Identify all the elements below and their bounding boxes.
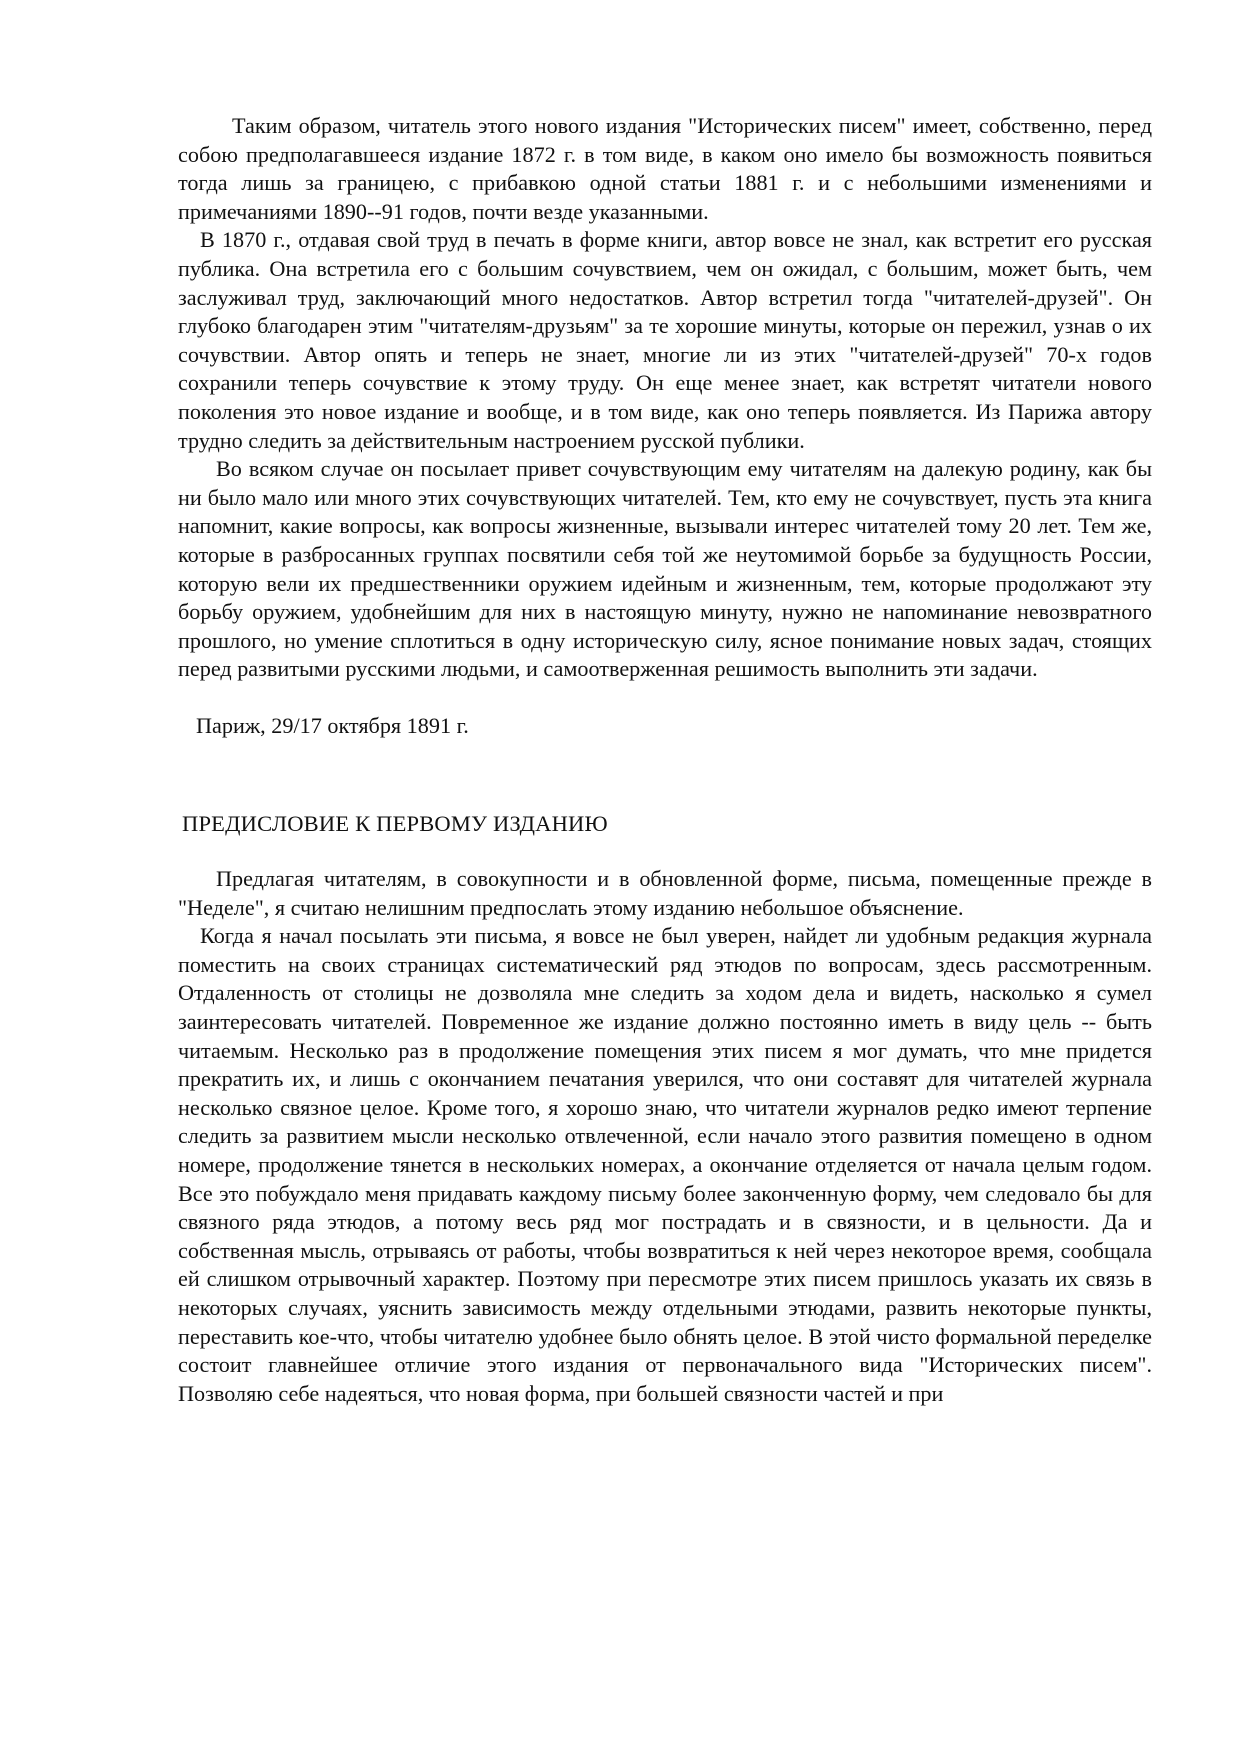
paragraph-greeting: Во всяком случае он посылает привет сочувствующим ему читателям на далекую родину, как бы ни было мало или много этих сочувствующих читателей. Тем, кто ему не сочувствует, пусть эта книга напомнит, какие вопросы, как вопросы жизненные, вызывали интерес читателей тому 20 лет. Тем же, которые в разбросанных группах посвятили себя той же неутомимой борьбе за будущность России, которую вели их предшественники оружием идейным и жизненным, тем, которые продолжают эту борьбу оружием, удобнейшим для них в настоящую минуту, нужно не напоминание невозвратного прошлого, но умение сплотиться в одну историческую силу, ясное понимание новых задач, стоящих перед развитыми русскими людьми, и самоотверженная решимость выполнить эти задачи. <box>178 456 1152 682</box>
paragraph-1870: В 1870 г., отдавая свой труд в печать в форме книги, автор вовсе не знал, как встретит его русская публика. Она встретила его с большим сочувствием, чем он ожидал, с большим, может быть, чем заслуживал труд, заключающий много недостатков. Автор встретил тогда "читателей-друзей". Он глубоко благодарен этим "читателям-друзьям" за те хорошие минуты, которые он пережил, узнав о их сочувствии. Автор опять и теперь не знает, многие ли из этих "читателей-друзей" 70-х годов сохранили теперь сочувствие к этому труду. Он еще менее знает, как встретят читатели нового поколения это новое издание и вообще, и в том виде, как оно теперь появляется. Из Парижа автору трудно следить за действительным настроением русской публики. <box>178 227 1152 453</box>
section-heading: ПРЕДИСЛОВИЕ К ПЕРВОМУ ИЗДАНИЮ <box>182 811 608 837</box>
date-signature: Париж, 29/17 октября 1891 г. <box>196 712 469 738</box>
paragraph-preface-intro: Предлагая читателям, в совокупности и в обновленной форме, письма, помещенные прежде в "Неделе", я считаю нелишним предпослать этому изданию небольшое объяснение. <box>178 866 1152 920</box>
document-page <box>178 112 1152 1408</box>
paragraph-intro: Таким образом, читатель этого нового издания "Исторических писем" имеет, собственно, перед собою предполагавшееся издание 1872 г. в том виде, в каком оно имело бы возможность появиться тогда лишь за границею, с прибавкою одной статьи 1881 г. и с небольшими изменениями и примечаниями 1890--91 годов, почти везде указанными. <box>178 113 1152 224</box>
paragraph-preface-body: Когда я начал посылать эти письма, я вовсе не был уверен, найдет ли удобным редакция журнала поместить на своих страницах систематический ряд этюдов по вопросам, здесь рассмотренным. Отдаленность от столицы не дозволяла мне следить за ходом дела и видеть, насколько я сумел заинтересовать читателей. Повременное же издание должно постоянно иметь в виду цель -- быть читаемым. Несколько раз в продолжение помещения этих писем я мог думать, что мне придется прекратить их, и лишь с окончанием печатания уверился, что они составят для читателей журнала несколько связное целое. Кроме того, я хорошо знаю, что читатели журналов редко имеют терпение следить за развитием мысли несколько отвлеченной, если начало этого развития помещено в одном номере, продолжение тянется в нескольких номерах, а окончание отделяется от начала целым годом. Все это побуждало меня придавать каждому письму более законченную форму, чем следовало бы для связного ряда этюдов, а потому весь ряд мог пострадать и в связности, и в цельности. Да и собственная мысль, отрываясь от работы, чтобы возвратиться к ней через некоторое время, сообщала ей слишком отрывочный характер. Поэтому при пересмотре этих писем пришлось указать их связь в некоторых случаях, уяснить зависимость между отдельными этюдами, развить некоторые пункты, переставить кое-что, чтобы читателю удобнее было обнять целое. В этой чисто формальной переделке состоит главнейшее отличие этого издания от первоначального вида "Исторических писем". Позволяю себе надеяться, что новая форма, при большей связности частей и при <box>178 923 1152 1406</box>
